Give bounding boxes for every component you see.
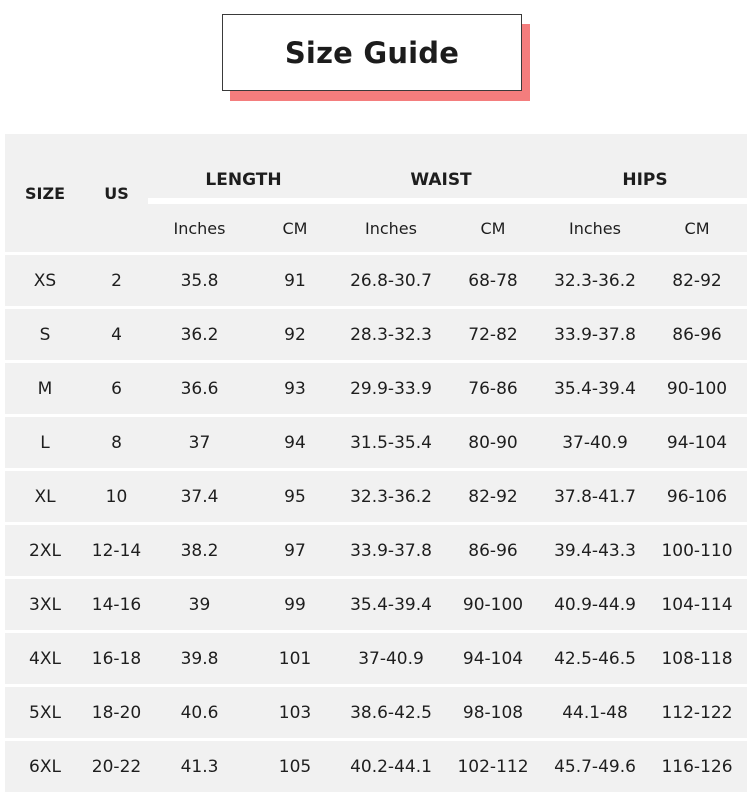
cell-waist-inches: 40.2-44.1 xyxy=(339,741,443,792)
cell-waist-inches: 32.3-36.2 xyxy=(339,471,443,522)
table-row xyxy=(5,417,747,468)
cell-waist-cm: 98-108 xyxy=(443,687,543,738)
cell-waist-cm: 90-100 xyxy=(443,579,543,630)
cell-hips-cm: 100-110 xyxy=(647,525,747,576)
cell-hips-inches: 45.7-49.6 xyxy=(543,741,647,792)
size-table xyxy=(5,131,747,795)
table-row xyxy=(5,363,747,414)
cell-hips-cm: 94-104 xyxy=(647,417,747,468)
table-row xyxy=(5,633,747,684)
cell-us: 4 xyxy=(85,309,148,360)
cell-waist-cm: 72-82 xyxy=(443,309,543,360)
cell-size: S xyxy=(5,309,85,360)
header-length-inches: Inches xyxy=(148,204,251,252)
cell-waist-inches: 29.9-33.9 xyxy=(339,363,443,414)
cell-size: L xyxy=(5,417,85,468)
cell-waist-inches: 31.5-35.4 xyxy=(339,417,443,468)
cell-hips-inches: 39.4-43.3 xyxy=(543,525,647,576)
cell-waist-cm: 80-90 xyxy=(443,417,543,468)
cell-waist-inches: 28.3-32.3 xyxy=(339,309,443,360)
cell-us: 8 xyxy=(85,417,148,468)
cell-size: XL xyxy=(5,471,85,522)
cell-waist-cm: 94-104 xyxy=(443,633,543,684)
cell-length-cm: 94 xyxy=(251,417,339,468)
page-title: Size Guide xyxy=(284,35,460,70)
cell-us: 20-22 xyxy=(85,741,148,792)
cell-us: 6 xyxy=(85,363,148,414)
cell-length-cm: 95 xyxy=(251,471,339,522)
cell-hips-cm: 108-118 xyxy=(647,633,747,684)
cell-waist-inches: 37-40.9 xyxy=(339,633,443,684)
size-table-wrap xyxy=(5,134,747,790)
table-row xyxy=(5,741,747,792)
cell-waist-inches: 33.9-37.8 xyxy=(339,525,443,576)
cell-waist-cm: 86-96 xyxy=(443,525,543,576)
cell-size: 3XL xyxy=(5,579,85,630)
cell-waist-inches: 38.6-42.5 xyxy=(339,687,443,738)
cell-length-cm: 92 xyxy=(251,309,339,360)
cell-hips-inches: 44.1-48 xyxy=(543,687,647,738)
cell-length-cm: 101 xyxy=(251,633,339,684)
cell-hips-cm: 90-100 xyxy=(647,363,747,414)
cell-size: XS xyxy=(5,255,85,306)
cell-length-inches: 35.8 xyxy=(148,255,251,306)
cell-length-inches: 37.4 xyxy=(148,471,251,522)
header-hips-inches: Inches xyxy=(543,204,647,252)
cell-hips-cm: 116-126 xyxy=(647,741,747,792)
title-box xyxy=(222,14,522,91)
cell-size: 6XL xyxy=(5,741,85,792)
cell-size: M xyxy=(5,363,85,414)
cell-us: 12-14 xyxy=(85,525,148,576)
cell-us: 18-20 xyxy=(85,687,148,738)
cell-length-cm: 97 xyxy=(251,525,339,576)
header-length: LENGTH xyxy=(148,134,339,201)
cell-length-cm: 105 xyxy=(251,741,339,792)
header-length-cm: CM xyxy=(251,204,339,252)
cell-hips-inches: 40.9-44.9 xyxy=(543,579,647,630)
header-waist: WAIST xyxy=(339,134,543,201)
cell-hips-cm: 96-106 xyxy=(647,471,747,522)
cell-length-inches: 36.6 xyxy=(148,363,251,414)
cell-hips-inches: 35.4-39.4 xyxy=(543,363,647,414)
cell-length-cm: 99 xyxy=(251,579,339,630)
header-hips: HIPS xyxy=(543,134,747,201)
cell-hips-cm: 104-114 xyxy=(647,579,747,630)
cell-length-inches: 41.3 xyxy=(148,741,251,792)
cell-length-inches: 38.2 xyxy=(148,525,251,576)
cell-waist-cm: 68-78 xyxy=(443,255,543,306)
cell-hips-cm: 112-122 xyxy=(647,687,747,738)
cell-size: 4XL xyxy=(5,633,85,684)
cell-us: 2 xyxy=(85,255,148,306)
cell-us: 16-18 xyxy=(85,633,148,684)
cell-hips-cm: 86-96 xyxy=(647,309,747,360)
header-waist-inches: Inches xyxy=(339,204,443,252)
title-banner xyxy=(222,14,522,91)
cell-waist-cm: 76-86 xyxy=(443,363,543,414)
cell-us: 10 xyxy=(85,471,148,522)
header-us: US xyxy=(85,134,148,252)
header-size: SIZE xyxy=(5,134,85,252)
cell-length-cm: 91 xyxy=(251,255,339,306)
cell-length-inches: 36.2 xyxy=(148,309,251,360)
cell-hips-inches: 33.9-37.8 xyxy=(543,309,647,360)
cell-size: 5XL xyxy=(5,687,85,738)
cell-waist-cm: 102-112 xyxy=(443,741,543,792)
cell-hips-inches: 37.8-41.7 xyxy=(543,471,647,522)
cell-length-inches: 39.8 xyxy=(148,633,251,684)
cell-size: 2XL xyxy=(5,525,85,576)
cell-hips-inches: 37-40.9 xyxy=(543,417,647,468)
table-row xyxy=(5,471,747,522)
cell-waist-inches: 26.8-30.7 xyxy=(339,255,443,306)
cell-waist-inches: 35.4-39.4 xyxy=(339,579,443,630)
cell-length-cm: 93 xyxy=(251,363,339,414)
table-row xyxy=(5,525,747,576)
cell-waist-cm: 82-92 xyxy=(443,471,543,522)
table-row xyxy=(5,255,747,306)
table-row xyxy=(5,579,747,630)
header-waist-cm: CM xyxy=(443,204,543,252)
cell-length-cm: 103 xyxy=(251,687,339,738)
cell-hips-inches: 42.5-46.5 xyxy=(543,633,647,684)
table-row xyxy=(5,309,747,360)
cell-length-inches: 39 xyxy=(148,579,251,630)
table-row xyxy=(5,687,747,738)
cell-hips-inches: 32.3-36.2 xyxy=(543,255,647,306)
cell-length-inches: 40.6 xyxy=(148,687,251,738)
cell-length-inches: 37 xyxy=(148,417,251,468)
cell-us: 14-16 xyxy=(85,579,148,630)
cell-hips-cm: 82-92 xyxy=(647,255,747,306)
header-hips-cm: CM xyxy=(647,204,747,252)
